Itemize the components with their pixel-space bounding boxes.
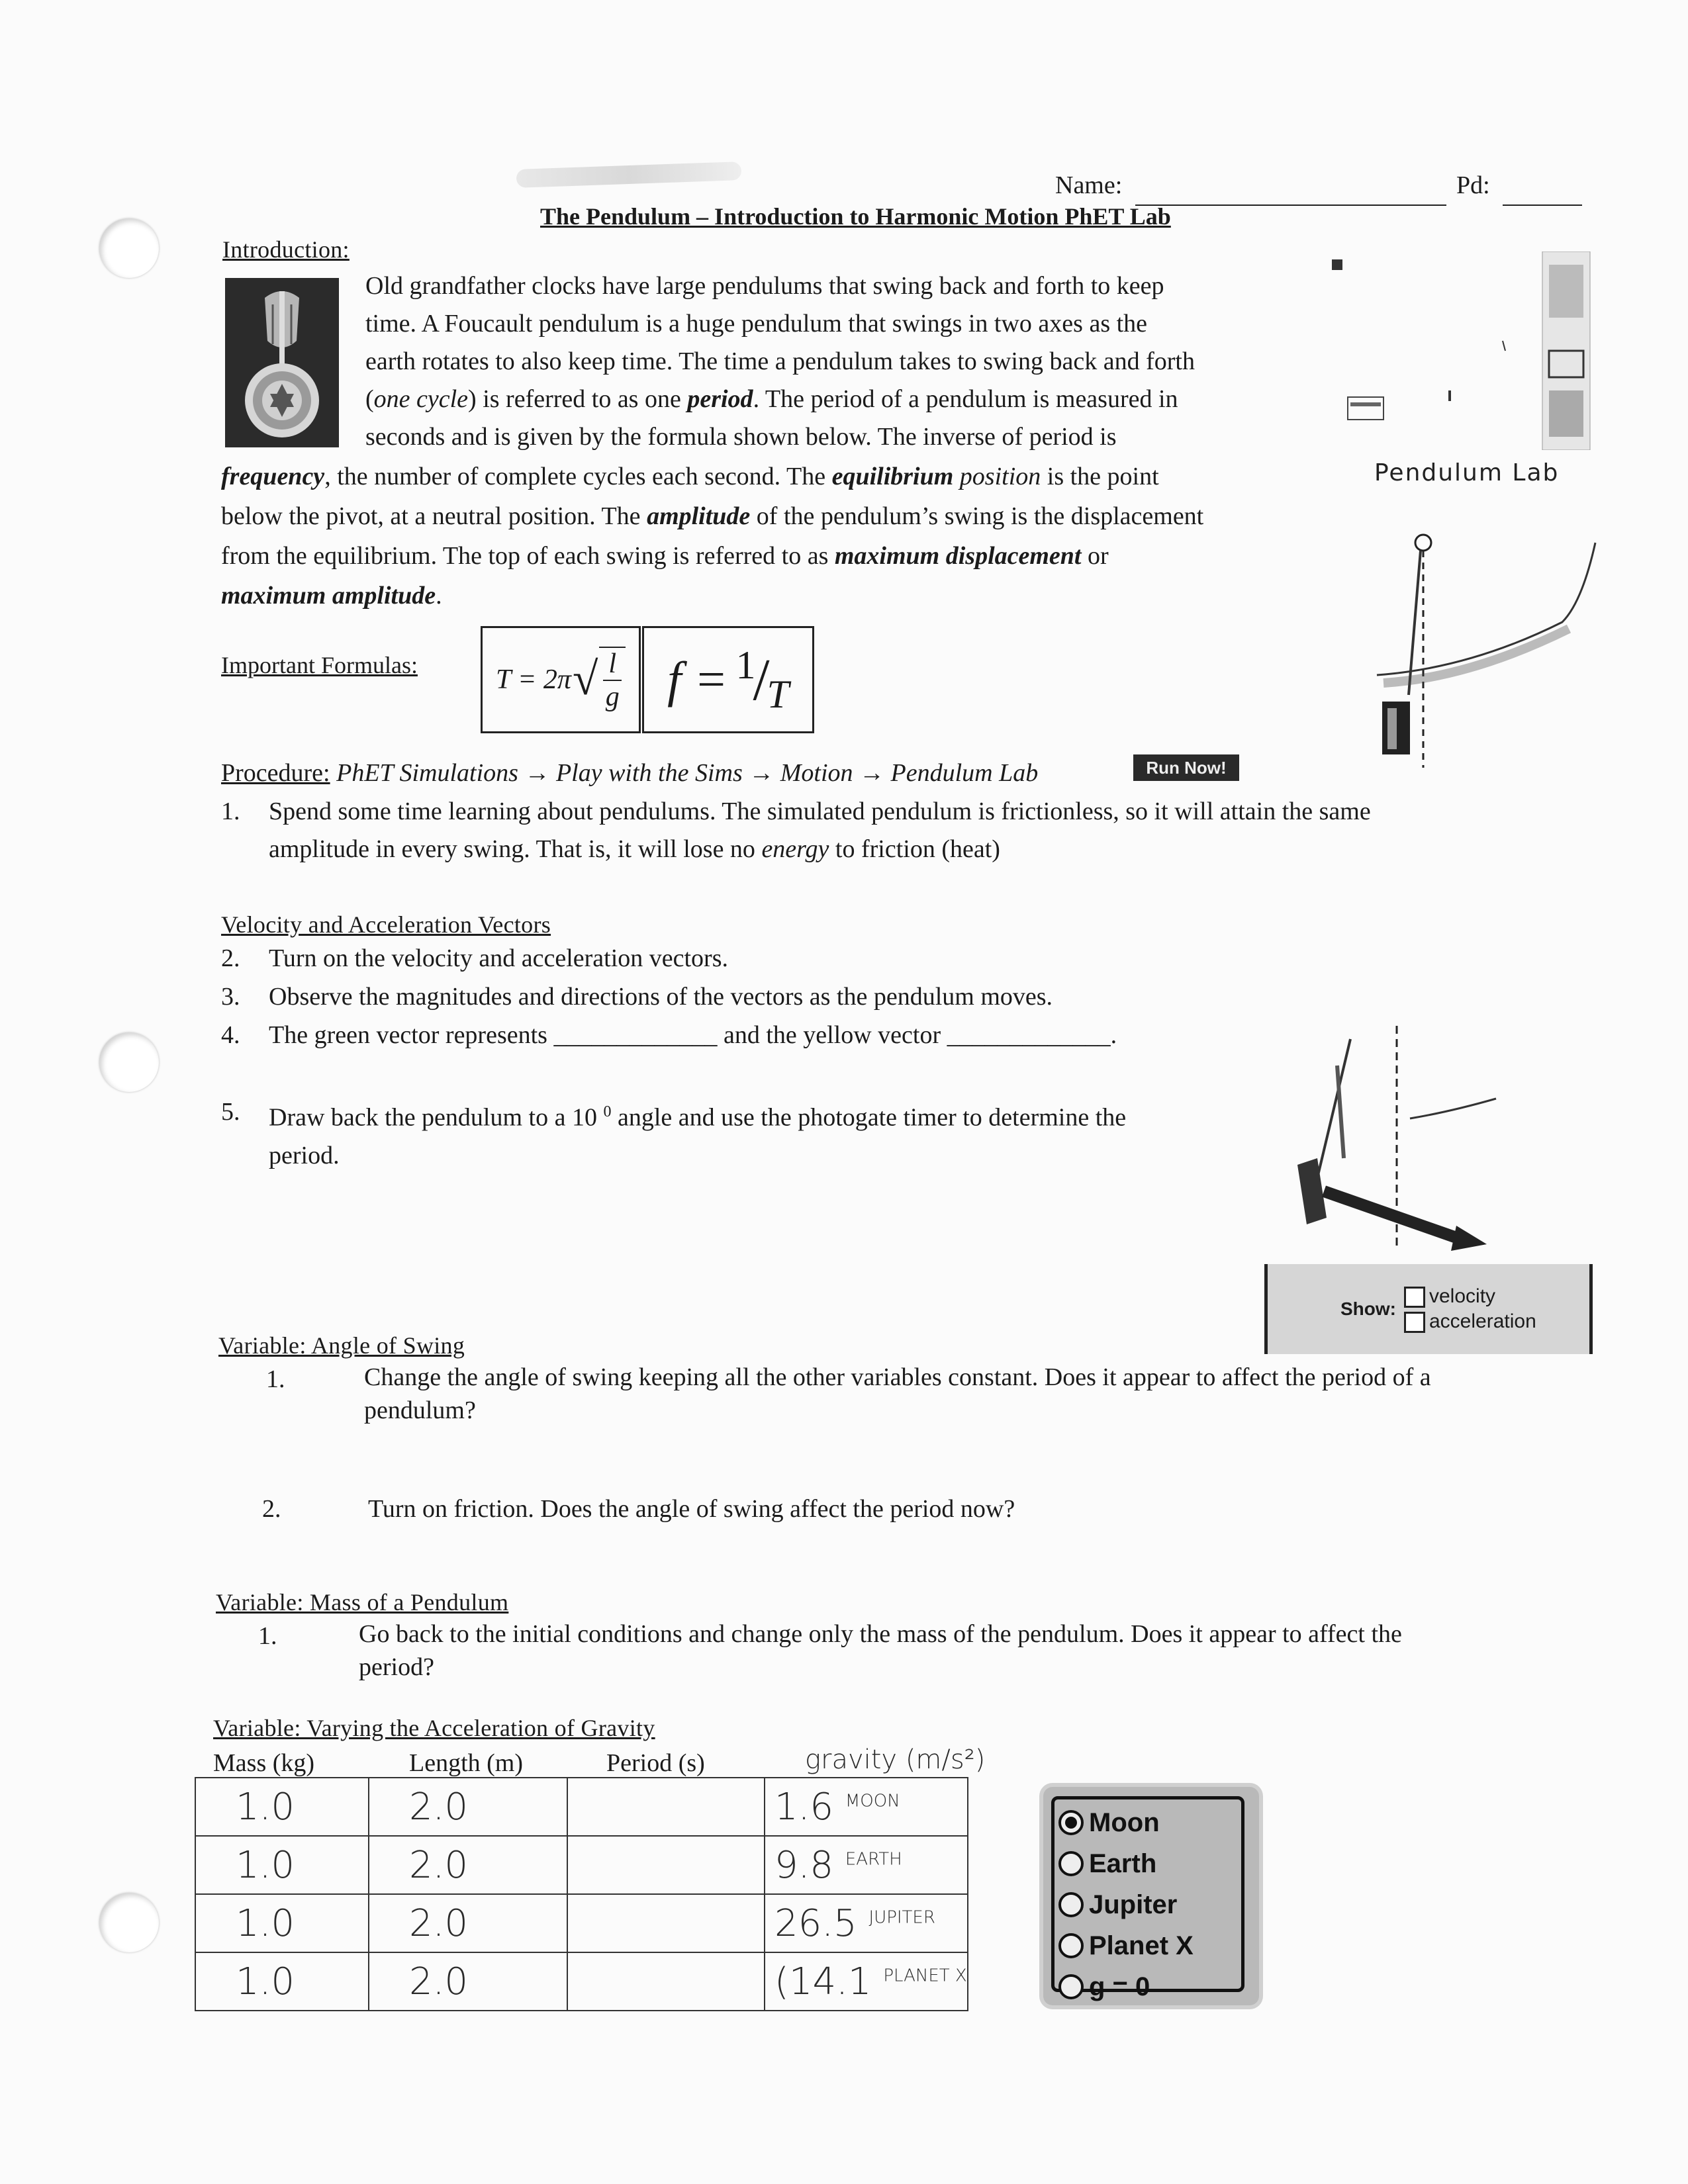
table-row bbox=[195, 1836, 968, 1894]
radio-earth-label: Earth bbox=[1089, 1848, 1157, 1878]
name-blank[interactable] bbox=[1135, 167, 1446, 206]
intro-line-8: from the equilibrium. The top of each swing is referred to as maximum displacement or bbox=[221, 542, 1109, 570]
radio-planet-x[interactable] bbox=[1058, 1925, 1241, 1966]
radio-earth[interactable] bbox=[1058, 1843, 1241, 1884]
intro-paragraph bbox=[365, 267, 1332, 456]
radio-earth-button[interactable] bbox=[1058, 1851, 1084, 1876]
radio-moon-button[interactable] bbox=[1058, 1810, 1084, 1835]
formulas-label: Important Formulas: bbox=[221, 652, 418, 678]
period-formula-box bbox=[481, 626, 641, 733]
gravity-cell[interactable] bbox=[765, 1778, 968, 1836]
vectors-heading: Velocity and Acceleration Vectors bbox=[221, 911, 551, 938]
intro-line-4: (one cycle) is referred to as one period. The period of a pendulum is measured in bbox=[365, 385, 1178, 413]
gravity-note: JUPITER bbox=[868, 1907, 935, 1927]
length-cell[interactable]: 2.0 bbox=[369, 1952, 567, 2011]
col-mass-header: Mass (kg) bbox=[213, 1749, 315, 1777]
radio-moon[interactable] bbox=[1058, 1802, 1241, 1843]
period-formula bbox=[496, 647, 626, 713]
period-formula-lhs: T = 2π bbox=[495, 664, 571, 695]
frequency-formula bbox=[667, 643, 789, 716]
intro-line-5: seconds and is given by the formula shown below. The inverse of period is bbox=[365, 423, 1117, 451]
show-panel bbox=[1264, 1264, 1593, 1354]
period-numerator: l bbox=[603, 648, 622, 681]
step-5-line-a: Draw back the pendulum to a 10 $^0$ angle and use the photogate timer to determine the bbox=[269, 1103, 1127, 1132]
radio-g-zero-label: g = 0 bbox=[1089, 1972, 1150, 2001]
sim-caption: Pendulum Lab bbox=[1374, 459, 1560, 486]
gravity-value: (14.1 bbox=[774, 1960, 872, 2003]
name-label: Name: bbox=[1055, 171, 1123, 199]
clock-pendulum-drawing bbox=[225, 278, 339, 447]
period-fraction bbox=[599, 647, 626, 713]
gravity-note: EARTH bbox=[845, 1848, 902, 1869]
radio-g-zero[interactable] bbox=[1058, 1966, 1241, 2007]
intro-line-3: earth rotates to also keep time. The time a pendulum takes to swing back and forth bbox=[365, 347, 1195, 375]
mass-q1-text bbox=[359, 1617, 1550, 1684]
procedure-line bbox=[221, 754, 1038, 792]
period-field bbox=[1456, 167, 1582, 206]
binder-hole-bottom bbox=[99, 1893, 159, 1952]
period-cell[interactable] bbox=[567, 1894, 765, 1952]
mass-cell[interactable]: 1.0 bbox=[195, 1952, 369, 2011]
pendulum-diagram bbox=[1357, 529, 1622, 768]
procedure-label: Procedure: bbox=[221, 759, 330, 787]
gravity-cell[interactable] bbox=[765, 1836, 968, 1894]
step-1-text bbox=[269, 793, 1526, 868]
step-4-number: 4. bbox=[221, 1021, 240, 1049]
mass-cell[interactable]: 1.0 bbox=[195, 1778, 369, 1836]
table-row bbox=[195, 1894, 968, 1952]
col-period-header: Period (s) bbox=[606, 1749, 705, 1777]
procedure-path: PhET Simulations → Play with the Sims → Motion → Pendulum Lab bbox=[336, 759, 1039, 787]
planet-panel-inner bbox=[1051, 1796, 1244, 2001]
gravity-value: 9.8 bbox=[774, 1843, 834, 1887]
mass-q1-line-b: period? bbox=[359, 1653, 434, 1681]
acceleration-checkbox[interactable] bbox=[1404, 1312, 1425, 1333]
radio-g-zero-button[interactable] bbox=[1058, 1974, 1084, 1999]
angle-q1-text bbox=[364, 1361, 1556, 1427]
velocity-label: velocity bbox=[1429, 1285, 1496, 1307]
gravity-value: 26.5 bbox=[774, 1901, 857, 1945]
pd-label: Pd: bbox=[1456, 171, 1490, 199]
gravity-cell[interactable] bbox=[765, 1952, 968, 2011]
pendulum-diagram-drawing bbox=[1357, 529, 1622, 768]
gravity-value: 1.6 bbox=[774, 1785, 834, 1829]
length-cell[interactable]: 2.0 bbox=[369, 1778, 567, 1836]
fraction-slash: / bbox=[753, 647, 770, 713]
length-cell[interactable]: 2.0 bbox=[369, 1836, 567, 1894]
gravity-note: PLANET X bbox=[883, 1965, 967, 1985]
step-2-text: Turn on the velocity and acceleration vectors. bbox=[269, 944, 728, 972]
col-gravity-header: gravity (m/s²) bbox=[805, 1745, 986, 1775]
gravity-heading: Variable: Varying the Acceleration of Gravity bbox=[213, 1715, 655, 1741]
period-cell[interactable] bbox=[567, 1836, 765, 1894]
angle-q1-line-a: Change the angle of swing keeping all the other variables constant. Does it appear to affect the period of a bbox=[364, 1363, 1431, 1391]
radio-jupiter-button[interactable] bbox=[1058, 1892, 1084, 1917]
table-row bbox=[195, 1778, 968, 1836]
planet-panel bbox=[1043, 1787, 1259, 2005]
step-1-line-a: Spend some time learning about pendulums. The simulated pendulum is frictionless, so it will attain the same bbox=[269, 797, 1371, 825]
angle-heading: Variable: Angle of Swing bbox=[218, 1332, 465, 1359]
vector-pendulum-drawing bbox=[1258, 1026, 1523, 1251]
step-1-line-b: amplitude in every swing. That is, it will lose no energy to friction (heat) bbox=[269, 835, 1000, 863]
vector-pendulum-diagram bbox=[1258, 1026, 1523, 1251]
step-4-text: The green vector represents _____________ and the yellow vector _____________. bbox=[269, 1021, 1117, 1049]
step-1-number: 1. bbox=[221, 797, 240, 825]
gravity-table bbox=[195, 1777, 968, 2011]
run-now-button[interactable]: Run Now! bbox=[1133, 754, 1239, 781]
step-5-line-b: period. bbox=[269, 1141, 340, 1169]
name-field bbox=[1055, 167, 1446, 206]
col-length-header: Length (m) bbox=[409, 1749, 524, 1777]
step-3-number: 3. bbox=[221, 983, 240, 1011]
acceleration-label: acceleration bbox=[1429, 1310, 1536, 1332]
period-cell[interactable] bbox=[567, 1952, 765, 2011]
radio-planet-x-label: Planet X bbox=[1089, 1931, 1194, 1960]
gravity-cell[interactable] bbox=[765, 1894, 968, 1952]
table-row bbox=[195, 1952, 968, 2011]
mass-q1-number: 1. bbox=[258, 1622, 277, 1650]
period-cell[interactable] bbox=[567, 1778, 765, 1836]
intro-paragraph-cont bbox=[221, 457, 1346, 615]
binder-hole-top bbox=[99, 218, 159, 278]
step-5-text bbox=[269, 1093, 1126, 1175]
frequency-numerator: 1 bbox=[735, 643, 756, 687]
period-denominator: g bbox=[605, 682, 620, 712]
radio-planet-x-button[interactable] bbox=[1058, 1933, 1084, 1958]
step-5-number: 5. bbox=[221, 1098, 240, 1126]
angle-q1-line-b: pendulum? bbox=[364, 1396, 476, 1424]
mass-cell[interactable]: 1.0 bbox=[195, 1836, 369, 1894]
frequency-formula-box bbox=[642, 626, 814, 733]
velocity-checkbox[interactable] bbox=[1404, 1287, 1425, 1308]
clock-pendulum-image bbox=[225, 278, 339, 447]
mass-heading: Variable: Mass of a Pendulum bbox=[216, 1589, 509, 1615]
angle-q1-number: 1. bbox=[266, 1365, 285, 1393]
angle-q2-number: 2. bbox=[262, 1495, 281, 1523]
sim-thumbnail-drawing bbox=[1324, 251, 1602, 450]
intro-line-2: time. A Foucault pendulum is a huge pendulum that swings in two axes as the bbox=[365, 310, 1148, 338]
mass-cell[interactable]: 1.0 bbox=[195, 1894, 369, 1952]
length-cell[interactable]: 2.0 bbox=[369, 1894, 567, 1952]
scribbled-out-text bbox=[516, 161, 742, 188]
radio-moon-label: Moon bbox=[1089, 1807, 1160, 1837]
radio-jupiter-label: Jupiter bbox=[1089, 1889, 1178, 1919]
sim-thumbnail bbox=[1324, 251, 1602, 450]
intro-line-6: frequency, the number of complete cycles each second. The equilibrium position is the point bbox=[221, 463, 1159, 490]
sqrt-sign: √ bbox=[572, 654, 598, 705]
intro-heading: Introduction: bbox=[222, 236, 350, 263]
intro-line-9: maximum amplitude. bbox=[221, 582, 442, 610]
pd-blank[interactable] bbox=[1503, 167, 1582, 206]
velocity-checkbox-row[interactable] bbox=[1404, 1285, 1495, 1308]
frequency-formula-lhs: f = bbox=[667, 651, 728, 707]
intro-line-7: below the pivot, at a neutral position. The amplitude of the pendulum’s swing is the displacement bbox=[221, 502, 1204, 530]
frequency-denominator: T bbox=[767, 672, 789, 716]
binder-hole-middle bbox=[99, 1032, 159, 1092]
mass-q1-line-a: Go back to the initial conditions and change only the mass of the pendulum. Does it appear to affect the bbox=[359, 1620, 1402, 1648]
intro-line-1: Old grandfather clocks have large pendulums that swing back and forth to keep bbox=[365, 272, 1164, 300]
radio-jupiter[interactable] bbox=[1058, 1884, 1241, 1925]
page-title: The Pendulum – Introduction to Harmonic Motion PhET Lab bbox=[540, 203, 1171, 230]
gravity-note: MOON bbox=[845, 1790, 900, 1811]
show-label: Show: bbox=[1340, 1298, 1396, 1319]
angle-q2-text: Turn on friction. Does the angle of swing affect the period now? bbox=[368, 1495, 1015, 1523]
acceleration-checkbox-row[interactable] bbox=[1404, 1310, 1536, 1333]
step-3-text: Observe the magnitudes and directions of the vectors as the pendulum moves. bbox=[269, 983, 1053, 1011]
step-2-number: 2. bbox=[221, 944, 240, 972]
